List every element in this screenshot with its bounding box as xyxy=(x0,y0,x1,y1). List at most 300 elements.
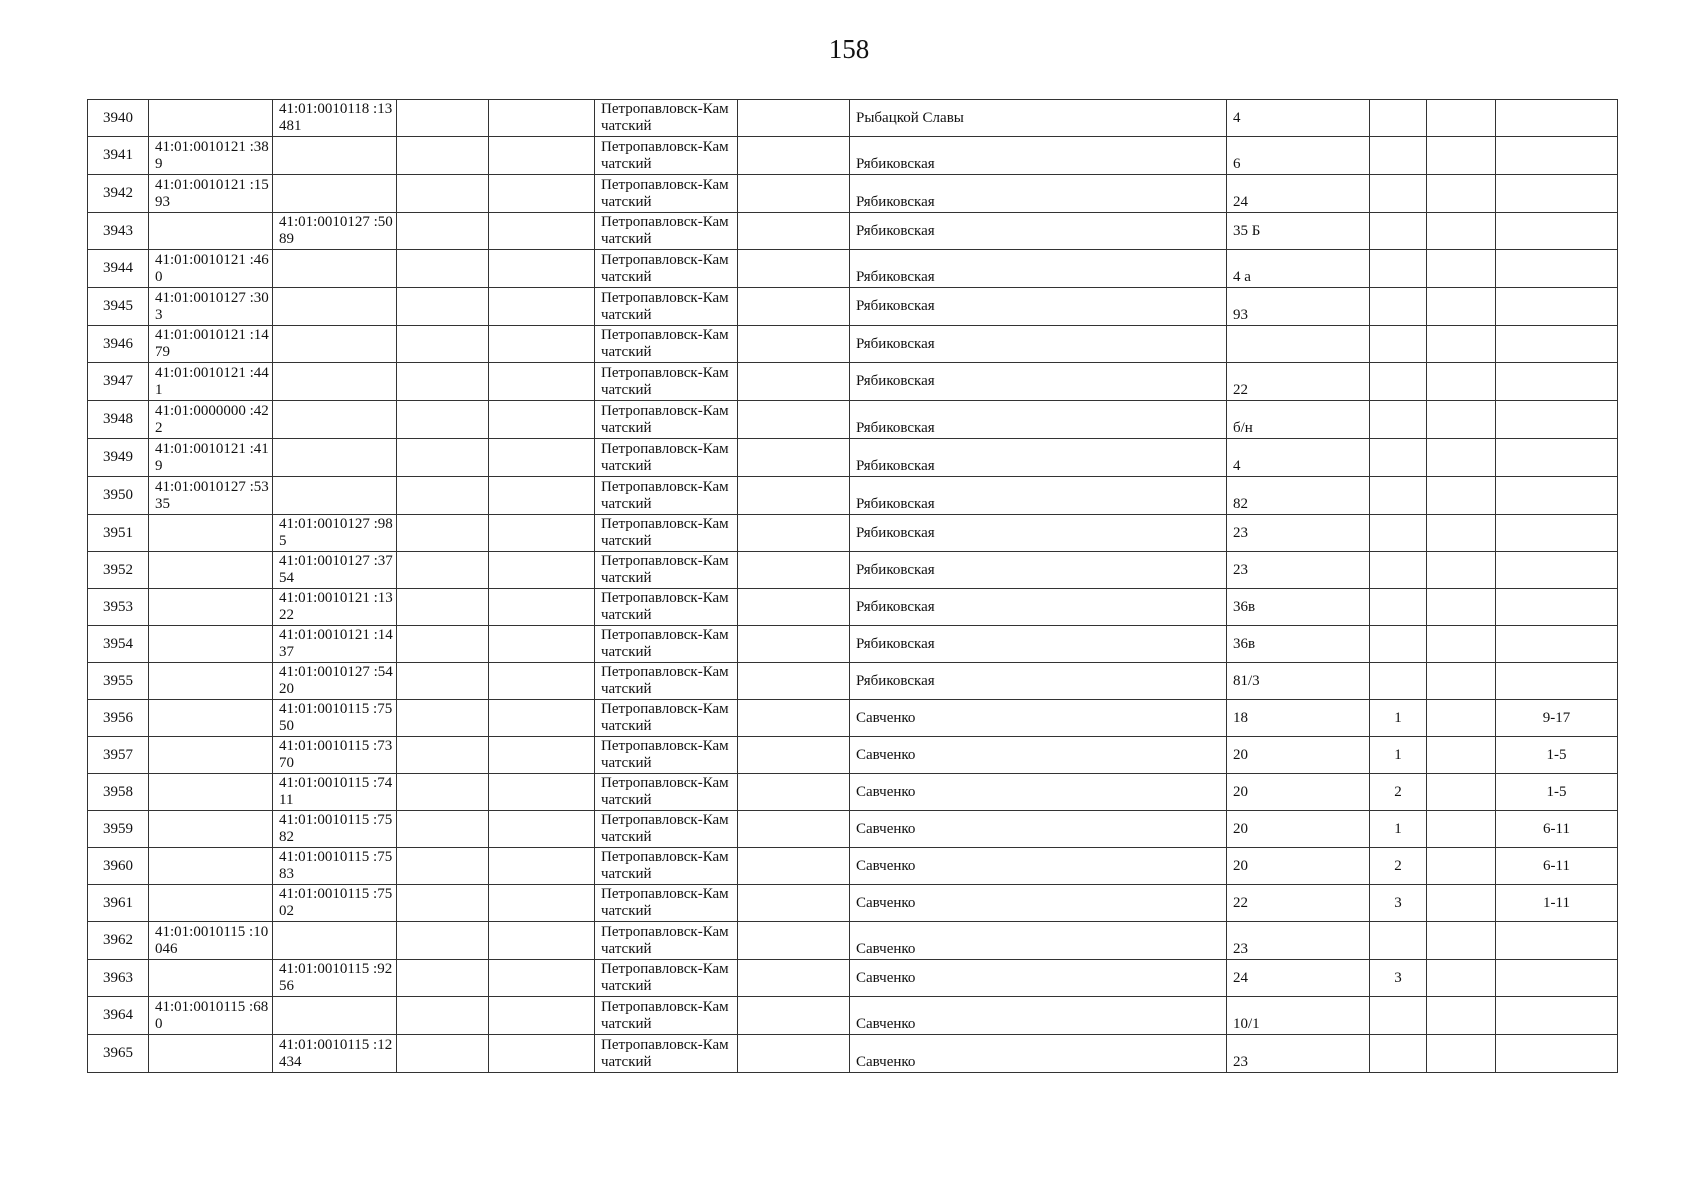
city-cell-text: Петропавловск-Камчатский xyxy=(601,101,729,134)
city-cell xyxy=(595,363,738,401)
empty-cell xyxy=(397,175,489,213)
apartments-cell xyxy=(1496,326,1618,363)
empty-cell xyxy=(738,663,850,700)
empty-cell xyxy=(1427,401,1496,439)
empty-cell xyxy=(489,401,595,439)
building-cadastral-number-cell-text: 41:01:0010121 :1437 xyxy=(279,627,393,660)
apartments-cell xyxy=(1496,552,1618,589)
house-number-cell-text: 24 xyxy=(1233,194,1248,210)
building-cadastral-number-cell xyxy=(273,774,397,811)
city-cell xyxy=(595,213,738,250)
street-cell xyxy=(850,737,1227,774)
table-row xyxy=(88,326,1618,363)
table-row xyxy=(88,1035,1618,1073)
apartments-cell xyxy=(1496,700,1618,737)
empty-cell xyxy=(397,885,489,922)
street-cell xyxy=(850,960,1227,997)
empty-cell xyxy=(397,700,489,737)
empty-cell xyxy=(1427,552,1496,589)
empty-cell xyxy=(489,885,595,922)
row-number-cell-text: 3944 xyxy=(103,260,133,276)
table-row xyxy=(88,477,1618,515)
cadastral-number-cell xyxy=(149,137,273,175)
street-cell-text: Рябиковская xyxy=(856,524,935,541)
empty-cell xyxy=(738,737,850,774)
city-cell-text: Петропавловск-Камчатский xyxy=(601,775,729,808)
empty-cell xyxy=(738,922,850,960)
building-cadastral-number-cell xyxy=(273,477,397,515)
table-row xyxy=(88,663,1618,700)
house-number-cell-text: 22 xyxy=(1233,894,1248,911)
empty-cell xyxy=(489,363,595,401)
empty-cell xyxy=(489,626,595,663)
cadastral-number-cell xyxy=(149,848,273,885)
street-cell xyxy=(850,626,1227,663)
city-cell xyxy=(595,737,738,774)
cadastral-number-cell xyxy=(149,922,273,960)
city-cell-text: Петропавловск-Камчатский xyxy=(601,886,729,919)
building-cadastral-number-cell-text: 41:01:0010127 :985 xyxy=(279,516,393,549)
empty-cell xyxy=(738,589,850,626)
empty-cell xyxy=(397,515,489,552)
table-row xyxy=(88,885,1618,922)
building-cell xyxy=(1370,213,1427,250)
table-row xyxy=(88,626,1618,663)
cadastral-number-cell-text: 41:01:0000000 :422 xyxy=(155,402,269,436)
empty-cell xyxy=(738,213,850,250)
street-cell-text: Савченко xyxy=(856,941,916,957)
empty-cell xyxy=(1427,515,1496,552)
address-registry-table xyxy=(87,99,1618,1073)
apartments-cell xyxy=(1496,663,1618,700)
empty-cell xyxy=(1427,363,1496,401)
empty-cell xyxy=(738,363,850,401)
house-number-cell xyxy=(1227,552,1370,589)
building-cadastral-number-cell xyxy=(273,922,397,960)
apartments-cell xyxy=(1496,439,1618,477)
table-row xyxy=(88,552,1618,589)
street-cell-text: Савченко xyxy=(856,894,916,911)
house-number-cell xyxy=(1227,515,1370,552)
empty-cell xyxy=(1427,811,1496,848)
building-cell-text: 1 xyxy=(1394,746,1402,763)
row-number-cell-text: 3948 xyxy=(103,411,133,427)
row-number-cell-text: 3961 xyxy=(103,894,133,911)
building-cell xyxy=(1370,552,1427,589)
house-number-cell xyxy=(1227,401,1370,439)
apartments-cell xyxy=(1496,885,1618,922)
house-number-cell-text: 20 xyxy=(1233,857,1248,874)
house-number-cell-text: 20 xyxy=(1233,746,1248,763)
empty-cell xyxy=(1427,175,1496,213)
house-number-cell-text: 22 xyxy=(1233,382,1248,398)
house-number-cell-text: 36в xyxy=(1233,635,1256,652)
city-cell-text: Петропавловск-Камчатский xyxy=(601,664,729,697)
empty-cell xyxy=(397,1035,489,1073)
building-cadastral-number-cell xyxy=(273,737,397,774)
cadastral-number-cell xyxy=(149,326,273,363)
building-cell-text: 1 xyxy=(1394,709,1402,726)
building-cadastral-number-cell-text: 41:01:0010127 :5089 xyxy=(279,214,393,247)
row-number-cell xyxy=(88,997,149,1035)
house-number-cell-text: 4 а xyxy=(1233,269,1251,285)
empty-cell xyxy=(397,250,489,288)
building-cadastral-number-cell xyxy=(273,997,397,1035)
row-number-cell-text: 3950 xyxy=(103,487,133,503)
street-cell-text: Савченко xyxy=(856,746,916,763)
street-cell xyxy=(850,515,1227,552)
city-cell-text: Петропавловск-Камчатский xyxy=(601,998,729,1032)
house-number-cell xyxy=(1227,1035,1370,1073)
row-number-cell xyxy=(88,439,149,477)
city-cell-text: Петропавловск-Камчатский xyxy=(601,590,729,623)
empty-cell xyxy=(489,213,595,250)
empty-cell xyxy=(397,774,489,811)
city-cell xyxy=(595,885,738,922)
empty-cell xyxy=(397,552,489,589)
house-number-cell-text: 23 xyxy=(1233,1054,1248,1070)
house-number-cell xyxy=(1227,477,1370,515)
apartments-cell xyxy=(1496,137,1618,175)
house-number-cell xyxy=(1227,100,1370,137)
building-cell xyxy=(1370,515,1427,552)
building-cadastral-number-cell-text: 41:01:0010115 :7370 xyxy=(279,738,393,771)
empty-cell xyxy=(1427,213,1496,250)
row-number-cell-text: 3963 xyxy=(103,969,133,986)
empty-cell xyxy=(738,811,850,848)
building-cadastral-number-cell xyxy=(273,363,397,401)
building-cadastral-number-cell xyxy=(273,401,397,439)
row-number-cell xyxy=(88,515,149,552)
row-number-cell-text: 3947 xyxy=(103,373,133,389)
empty-cell xyxy=(738,100,850,137)
building-cell xyxy=(1370,922,1427,960)
house-number-cell-text: 23 xyxy=(1233,561,1248,578)
street-cell-text: Рябиковская xyxy=(856,598,935,615)
empty-cell xyxy=(489,515,595,552)
empty-cell xyxy=(397,663,489,700)
street-cell-text: Рябиковская xyxy=(856,298,935,314)
city-cell-text: Петропавловск-Камчатский xyxy=(601,701,729,734)
street-cell xyxy=(850,326,1227,363)
table-row xyxy=(88,250,1618,288)
empty-cell xyxy=(738,774,850,811)
building-cadastral-number-cell xyxy=(273,1035,397,1073)
row-number-cell xyxy=(88,552,149,589)
empty-cell xyxy=(1427,326,1496,363)
table-row xyxy=(88,960,1618,997)
empty-cell xyxy=(397,439,489,477)
street-cell-text: Рябиковская xyxy=(856,496,935,512)
building-cadastral-number-cell-text: 41:01:0010121 :1322 xyxy=(279,590,393,623)
empty-cell xyxy=(1427,700,1496,737)
street-cell xyxy=(850,552,1227,589)
cadastral-number-cell-text: 41:01:0010121 :1593 xyxy=(155,176,269,210)
cadastral-number-cell xyxy=(149,960,273,997)
empty-cell xyxy=(738,1035,850,1073)
building-cell xyxy=(1370,175,1427,213)
house-number-cell-text: 4 xyxy=(1233,458,1241,474)
empty-cell xyxy=(738,626,850,663)
empty-cell xyxy=(738,439,850,477)
row-number-cell-text: 3946 xyxy=(103,335,133,352)
empty-cell xyxy=(1427,626,1496,663)
city-cell xyxy=(595,848,738,885)
building-cadastral-number-cell xyxy=(273,288,397,326)
building-cadastral-number-cell-text: 41:01:0010115 :7502 xyxy=(279,886,393,919)
apartments-cell xyxy=(1496,477,1618,515)
empty-cell xyxy=(1427,848,1496,885)
building-cell xyxy=(1370,477,1427,515)
house-number-cell xyxy=(1227,439,1370,477)
row-number-cell xyxy=(88,737,149,774)
house-number-cell-text: 18 xyxy=(1233,709,1248,726)
apartments-cell xyxy=(1496,737,1618,774)
street-cell xyxy=(850,811,1227,848)
city-cell-text: Петропавловск-Камчатский xyxy=(601,923,729,957)
building-cell xyxy=(1370,137,1427,175)
empty-cell xyxy=(397,401,489,439)
empty-cell xyxy=(489,700,595,737)
street-cell-text: Рябиковская xyxy=(856,194,935,210)
house-number-cell-text: 23 xyxy=(1233,941,1248,957)
city-cell xyxy=(595,439,738,477)
building-cadastral-number-cell xyxy=(273,515,397,552)
street-cell-text: Рябиковская xyxy=(856,420,935,436)
empty-cell xyxy=(1427,137,1496,175)
house-number-cell xyxy=(1227,175,1370,213)
building-cell xyxy=(1370,737,1427,774)
building-cell xyxy=(1370,663,1427,700)
building-cadastral-number-cell-text: 41:01:0010115 :7583 xyxy=(279,849,393,882)
row-number-cell xyxy=(88,922,149,960)
building-cell xyxy=(1370,885,1427,922)
table-body xyxy=(88,100,1618,1073)
apartments-cell xyxy=(1496,997,1618,1035)
cadastral-number-cell xyxy=(149,589,273,626)
house-number-cell-text: 35 Б xyxy=(1233,222,1261,239)
apartments-cell xyxy=(1496,811,1618,848)
building-cell xyxy=(1370,250,1427,288)
empty-cell xyxy=(489,811,595,848)
house-number-cell xyxy=(1227,922,1370,960)
empty-cell xyxy=(1427,250,1496,288)
empty-cell xyxy=(1427,288,1496,326)
empty-cell xyxy=(489,960,595,997)
city-cell xyxy=(595,997,738,1035)
street-cell xyxy=(850,1035,1227,1073)
table-row xyxy=(88,401,1618,439)
building-cadastral-number-cell-text: 41:01:0010115 :9256 xyxy=(279,961,393,994)
empty-cell xyxy=(489,250,595,288)
empty-cell xyxy=(1427,960,1496,997)
street-cell xyxy=(850,848,1227,885)
street-cell-text: Рябиковская xyxy=(856,156,935,172)
table-row xyxy=(88,811,1618,848)
building-cadastral-number-cell-text: 41:01:0010115 :7411 xyxy=(279,775,393,808)
house-number-cell-text: 24 xyxy=(1233,969,1248,986)
empty-cell xyxy=(1427,774,1496,811)
building-cadastral-number-cell xyxy=(273,326,397,363)
table-row xyxy=(88,737,1618,774)
empty-cell xyxy=(397,922,489,960)
empty-cell xyxy=(397,326,489,363)
row-number-cell xyxy=(88,250,149,288)
row-number-cell-text: 3965 xyxy=(103,1045,133,1061)
house-number-cell xyxy=(1227,885,1370,922)
house-number-cell xyxy=(1227,774,1370,811)
cadastral-number-cell xyxy=(149,100,273,137)
empty-cell xyxy=(738,401,850,439)
table-row xyxy=(88,175,1618,213)
apartments-cell xyxy=(1496,922,1618,960)
apartments-cell xyxy=(1496,626,1618,663)
row-number-cell-text: 3942 xyxy=(103,185,133,201)
building-cell xyxy=(1370,326,1427,363)
cadastral-number-cell-text: 41:01:0010121 :1479 xyxy=(155,327,269,360)
row-number-cell xyxy=(88,213,149,250)
city-cell xyxy=(595,100,738,137)
table-row xyxy=(88,848,1618,885)
street-cell-text: Савченко xyxy=(856,783,916,800)
row-number-cell xyxy=(88,175,149,213)
apartments-cell xyxy=(1496,515,1618,552)
empty-cell xyxy=(738,885,850,922)
table-row xyxy=(88,997,1618,1035)
cadastral-number-cell xyxy=(149,477,273,515)
row-number-cell-text: 3941 xyxy=(103,147,133,163)
building-cadastral-number-cell xyxy=(273,960,397,997)
street-cell xyxy=(850,100,1227,137)
apartments-cell xyxy=(1496,175,1618,213)
empty-cell xyxy=(738,288,850,326)
empty-cell xyxy=(489,1035,595,1073)
empty-cell xyxy=(1427,885,1496,922)
city-cell xyxy=(595,552,738,589)
city-cell-text: Петропавловск-Камчатский xyxy=(601,553,729,586)
empty-cell xyxy=(397,737,489,774)
building-cell xyxy=(1370,700,1427,737)
empty-cell xyxy=(1427,1035,1496,1073)
building-cadastral-number-cell xyxy=(273,626,397,663)
cadastral-number-cell-text: 41:01:0010121 :389 xyxy=(155,138,269,172)
house-number-cell xyxy=(1227,363,1370,401)
street-cell xyxy=(850,137,1227,175)
street-cell xyxy=(850,997,1227,1035)
table-row xyxy=(88,589,1618,626)
empty-cell xyxy=(1427,922,1496,960)
building-cell xyxy=(1370,363,1427,401)
cadastral-number-cell xyxy=(149,737,273,774)
city-cell xyxy=(595,811,738,848)
row-number-cell xyxy=(88,137,149,175)
row-number-cell xyxy=(88,848,149,885)
street-cell-text: Рябиковская xyxy=(856,635,935,652)
city-cell xyxy=(595,774,738,811)
empty-cell xyxy=(489,922,595,960)
table-row xyxy=(88,774,1618,811)
apartments-cell xyxy=(1496,250,1618,288)
row-number-cell-text: 3959 xyxy=(103,820,133,837)
street-cell xyxy=(850,477,1227,515)
city-cell xyxy=(595,250,738,288)
apartments-cell xyxy=(1496,363,1618,401)
street-cell xyxy=(850,885,1227,922)
house-number-cell xyxy=(1227,213,1370,250)
empty-cell xyxy=(397,589,489,626)
building-cadastral-number-cell-text: 41:01:0010115 :7550 xyxy=(279,701,393,734)
empty-cell xyxy=(738,175,850,213)
empty-cell xyxy=(397,997,489,1035)
city-cell-text: Петропавловск-Камчатский xyxy=(601,516,729,549)
house-number-cell xyxy=(1227,326,1370,363)
street-cell-text: Рябиковская xyxy=(856,672,935,689)
house-number-cell xyxy=(1227,700,1370,737)
building-cadastral-number-cell xyxy=(273,439,397,477)
house-number-cell-text: 6 xyxy=(1233,156,1241,172)
empty-cell xyxy=(489,175,595,213)
street-cell xyxy=(850,401,1227,439)
empty-cell xyxy=(489,552,595,589)
city-cell xyxy=(595,663,738,700)
empty-cell xyxy=(738,700,850,737)
empty-cell xyxy=(738,137,850,175)
row-number-cell xyxy=(88,1035,149,1073)
row-number-cell-text: 3952 xyxy=(103,561,133,578)
empty-cell xyxy=(489,137,595,175)
building-cell xyxy=(1370,774,1427,811)
table-row xyxy=(88,213,1618,250)
building-cell xyxy=(1370,626,1427,663)
house-number-cell xyxy=(1227,250,1370,288)
empty-cell xyxy=(397,363,489,401)
house-number-cell xyxy=(1227,288,1370,326)
city-cell xyxy=(595,589,738,626)
empty-cell xyxy=(489,774,595,811)
row-number-cell-text: 3964 xyxy=(103,1007,133,1023)
building-cell-text: 2 xyxy=(1394,783,1402,800)
city-cell-text: Петропавловск-Камчатский xyxy=(601,214,729,247)
building-cell xyxy=(1370,401,1427,439)
cadastral-number-cell xyxy=(149,250,273,288)
building-cadastral-number-cell-text: 41:01:0010115 :7582 xyxy=(279,812,393,845)
apartments-cell xyxy=(1496,288,1618,326)
empty-cell xyxy=(1427,100,1496,137)
row-number-cell-text: 3957 xyxy=(103,746,133,763)
city-cell-text: Петропавловск-Камчатский xyxy=(601,812,729,845)
house-number-cell-text: 23 xyxy=(1233,524,1248,541)
apartments-cell-text: 1-5 xyxy=(1546,783,1567,800)
empty-cell xyxy=(397,626,489,663)
table-row xyxy=(88,100,1618,137)
apartments-cell-text: 9-17 xyxy=(1542,709,1571,726)
empty-cell xyxy=(489,100,595,137)
city-cell-text: Петропавловск-Камчатский xyxy=(601,364,729,398)
city-cell-text: Петропавловск-Камчатский xyxy=(601,251,729,285)
row-number-cell xyxy=(88,326,149,363)
building-cell-text: 3 xyxy=(1394,969,1402,986)
row-number-cell-text: 3956 xyxy=(103,709,133,726)
empty-cell xyxy=(489,589,595,626)
building-cadastral-number-cell xyxy=(273,250,397,288)
house-number-cell-text: 4 xyxy=(1233,109,1241,126)
city-cell-text: Петропавловск-Камчатский xyxy=(601,289,729,323)
empty-cell xyxy=(1427,663,1496,700)
street-cell-text: Рябиковская xyxy=(856,335,935,352)
city-cell xyxy=(595,626,738,663)
cadastral-number-cell-text: 41:01:0010127 :5335 xyxy=(155,478,269,512)
row-number-cell-text: 3945 xyxy=(103,298,133,314)
